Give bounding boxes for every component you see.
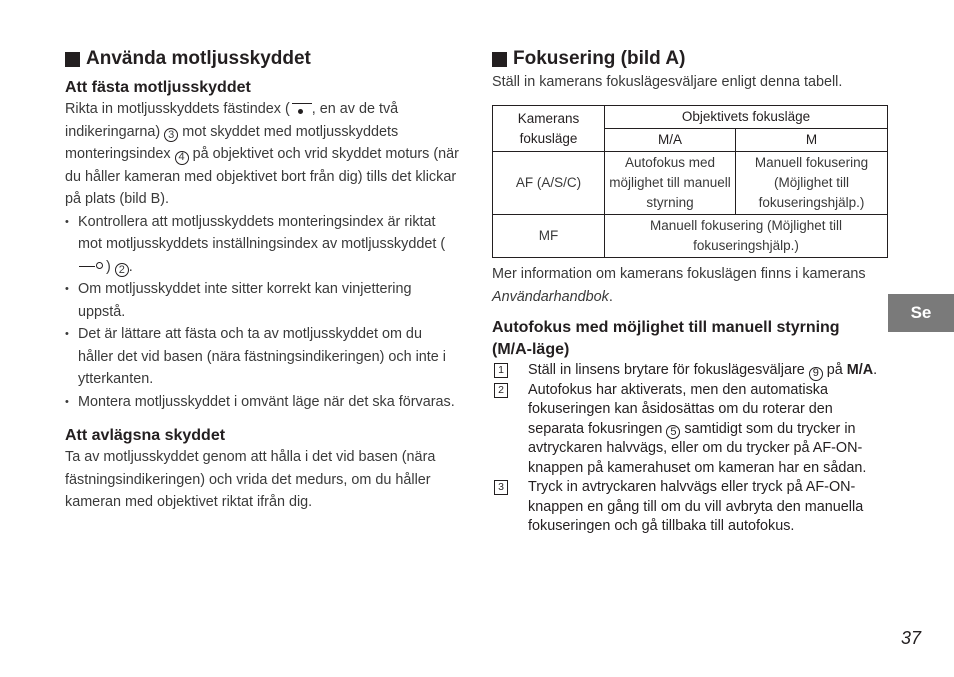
attach-paragraph: Rikta in motljusskyddets fästindex ( , en av de två indikeringarna) 3 mot skyddet med motljusskyddets monteringsindex 4 på objektivet och vrid skyddet moturs (när du håller kameran med objektivet bort från dig) tills det klickar på plats (bild B). (65, 101, 459, 207)
table-cell-af-ma: Autofokus med möjlighet till manuell styrning (605, 152, 736, 215)
table-header-lens-mode: Objektivets fokusläge (605, 106, 888, 129)
callout-number: 4 (175, 151, 189, 165)
table-header-camera-mode: Kamerans fokusläge (493, 106, 605, 152)
callout-number: 3 (164, 128, 178, 142)
page-number: 37 (900, 628, 921, 648)
square-bullet-icon (492, 52, 507, 67)
list-item: • Det är lättare att fästa och ta av motljusskyddet om du håller det vid basen (nära fästningsindikeringen) och inte i ytterkanten. (65, 323, 460, 391)
list-item: 3 Tryck in avtryckaren halvvägs eller tryck på AF-ON-knappen en gång till om du vill avbryta den manuella fokuseringen och gå tillbaka till autofokus. (492, 478, 888, 537)
focus-intro: Ställ in kamerans fokuslägesväljare enligt denna tabell. (492, 74, 843, 90)
table-cell-af-label: AF (A/S/C) (493, 152, 605, 215)
more-info-paragraph: Mer information om kamerans fokuslägen finns i kamerans Användarhandbok. (492, 266, 866, 305)
callout-number: 2 (115, 263, 129, 277)
attach-subheading: Att fästa motljusskyddet (65, 79, 251, 96)
hood-setting-index-icon (78, 260, 106, 272)
list-item: 1 Ställ in linsens brytare för fokuslägesväljare 9 på M/A. (492, 361, 888, 381)
list-item: • Montera motljusskyddet i omvänt läge när det ska förvaras. (65, 391, 460, 414)
list-item: • Om motljusskyddet inte sitter korrekt kan vinjettering uppstå. (65, 278, 460, 323)
left-column (65, 48, 460, 514)
step-number: 3 (494, 480, 508, 495)
language-tab: Se (888, 294, 954, 332)
list-item: • Kontrollera att motljusskyddets monteringsindex är riktat mot motljusskyddets inställningsindex av motljusskyddet () 2 . (65, 211, 460, 279)
callout-number: 5 (666, 425, 680, 439)
ma-mode-subheading: Autofokus med möjlighet till manuell styrning (M/A-läge) (492, 319, 840, 358)
table-cell-af-m: Manuell fokusering (Möjlighet till fokuseringshjälp.) (736, 152, 888, 215)
list-item: 2 Autofokus har aktiverats, men den automatiska fokuseringen kan åsidosättas om du roterar den separata fokusringen 5 samtidigt som du trycker in avtryckaren halvvägs, eller om du trycker på AF-ON-knappen på kamerahuset om kameran har en sådan. (492, 381, 888, 479)
remove-paragraph: Ta av motljusskyddet genom att hålla i det vid basen (nära fästningsindikeringen) och vrida det medurs, om du håller kameran med objektivet riktat ifrån dig. (65, 449, 436, 510)
step-number: 1 (494, 363, 508, 378)
table-header-ma: M/A (605, 129, 736, 152)
callout-number: 9 (809, 367, 823, 381)
table-cell-mf-label: MF (493, 215, 605, 258)
table-cell-mf-value: Manuell fokusering (Möjlighet till fokuseringshjälp.) (605, 215, 888, 258)
hood-mount-index-icon (290, 102, 312, 114)
section-heading-focusing: Fokusering (bild A) (492, 48, 888, 70)
attach-bullet-list (65, 211, 460, 414)
right-column (492, 48, 888, 537)
step-number: 2 (494, 383, 508, 398)
section-heading-lens-hood: Använda motljusskyddet (65, 48, 460, 70)
ma-steps-list (492, 361, 888, 537)
table-header-m: M (736, 129, 888, 152)
square-bullet-icon (65, 52, 80, 67)
focus-mode-table (492, 105, 888, 258)
remove-subheading: Att avlägsna skyddet (65, 427, 226, 444)
